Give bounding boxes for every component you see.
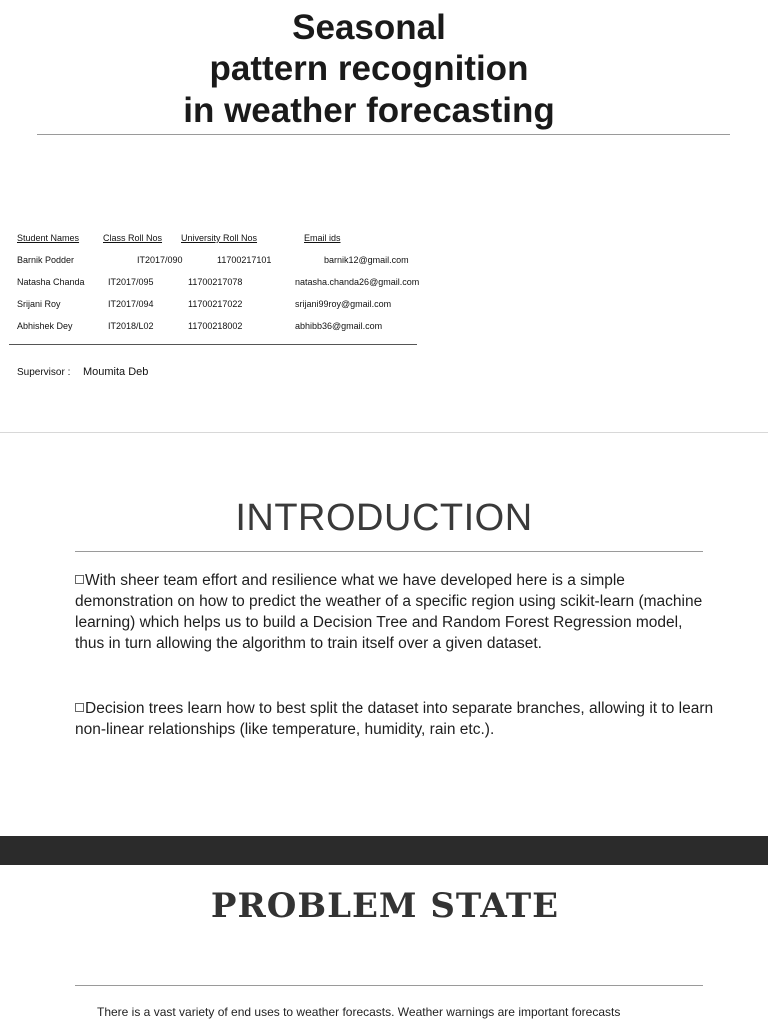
supervisor-label: Supervisor :: [17, 367, 71, 378]
table-cell-name: Natasha Chanda: [17, 277, 85, 287]
checkbox-bullet-icon: [75, 703, 84, 712]
problem-statement-heading: PROBLEM STATE: [210, 886, 560, 926]
table-cell-name: Srijani Roy: [17, 299, 61, 309]
intro-paragraph-1: [75, 570, 715, 654]
problem-statement-slide: [0, 865, 768, 1024]
title-divider: [37, 134, 730, 135]
header-email: Email ids: [304, 233, 341, 243]
table-divider: [9, 344, 417, 345]
problem-paragraph: There is a vast variety of end uses to weather forecasts. Weather warnings are important forecasts: [97, 1005, 621, 1019]
table-cell-class-roll: IT2018/L02: [108, 321, 154, 331]
table-cell-university-roll: 11700217101: [217, 255, 272, 265]
title-line-3: in weather forecasting: [183, 91, 555, 130]
introduction-heading: INTRODUCTION: [235, 497, 533, 539]
title-line-2: pattern recognition: [209, 49, 529, 88]
slide-separator-band: [0, 836, 768, 865]
header-class-roll: Class Roll Nos: [103, 233, 163, 243]
checkbox-bullet-icon: [75, 575, 84, 584]
intro-paragraph-1-text: With sheer team effort and resilience what we have developed here is a simple demonstration on how to predict the weather of a specific region using scikit-learn (machine learning) which helps us to build a Decision Tree and Random Forest Regression model, thus in turn allowing the algorithm to train itself over a given dataset.: [75, 572, 703, 652]
table-cell-email: abhibb36@gmail.com: [295, 321, 383, 331]
header-student-names: Student Names: [17, 233, 80, 243]
heading-divider: [75, 985, 703, 986]
title-line-1: Seasonal: [292, 8, 446, 47]
table-cell-name: Abhishek Dey: [17, 321, 73, 331]
table-cell-university-roll: 11700217022: [188, 299, 243, 309]
intro-paragraph-2-text: Decision trees learn how to best split the dataset into separate branches, allowing it to learn non-linear relationships (like temperature, humidity, rain etc.).: [75, 700, 714, 738]
table-cell-name: Barnik Podder: [17, 255, 75, 265]
table-cell-email: natasha.chanda26@gmail.com: [295, 277, 420, 287]
table-cell-class-roll: IT2017/095: [108, 277, 154, 287]
supervisor-name: Moumita Deb: [83, 366, 149, 378]
table-cell-email: barnik12@gmail.com: [324, 255, 409, 265]
introduction-slide: [0, 433, 768, 836]
table-cell-email: srijani99roy@gmail.com: [295, 299, 392, 309]
table-cell-class-roll: IT2017/094: [108, 299, 154, 309]
table-cell-university-roll: 11700217078: [188, 277, 243, 287]
title-slide: [0, 0, 768, 432]
header-university-roll: University Roll Nos: [181, 233, 258, 243]
intro-paragraph-2: [75, 698, 715, 740]
table-cell-university-roll: 11700218002: [188, 321, 243, 331]
table-cell-class-roll: IT2017/090: [137, 255, 183, 265]
heading-divider: [75, 551, 703, 552]
